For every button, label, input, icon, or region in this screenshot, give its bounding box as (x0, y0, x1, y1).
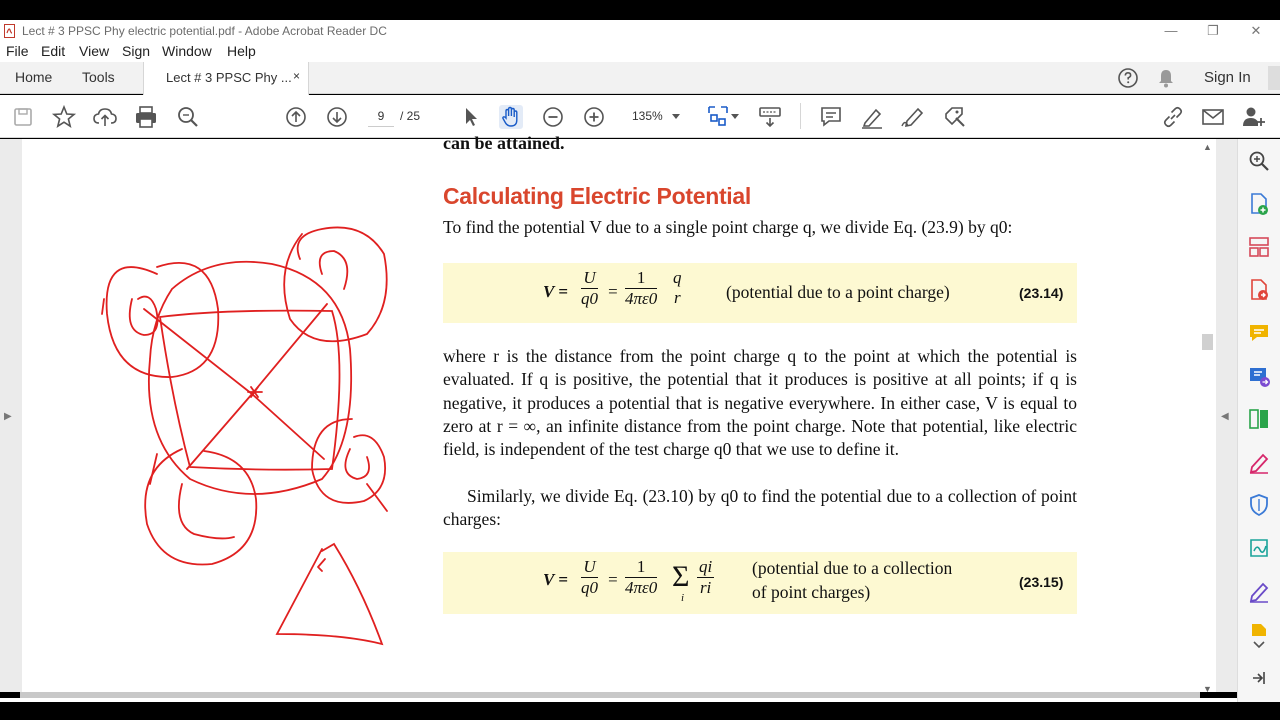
document-tab-label: Lect # 3 PPSC Phy ... (166, 70, 292, 85)
menu-view[interactable]: View (79, 43, 110, 59)
zoom-in-button[interactable] (581, 104, 607, 130)
help-icon[interactable] (1117, 67, 1139, 89)
menu-file[interactable]: File (6, 43, 29, 59)
more-tools-partial-button[interactable] (1247, 622, 1271, 636)
ink-tail-bottom-left (150, 454, 157, 484)
eq2-equals: = (607, 570, 619, 589)
next-page-button[interactable] (324, 104, 350, 130)
page-fit-icon (705, 104, 731, 130)
title-bar (0, 20, 1280, 42)
eq1-note: (potential due to a point charge) (726, 282, 950, 302)
eq1-denominator-q0: q0 (581, 289, 598, 308)
compare-files-button[interactable] (1247, 407, 1271, 431)
create-pdf-icon (1247, 192, 1271, 216)
plus-circle-icon (581, 104, 607, 130)
organize-pages-icon (1247, 235, 1271, 259)
vertical-scrollbar[interactable] (1199, 139, 1216, 692)
more-tools-chevron-icon[interactable] (1253, 641, 1265, 649)
save-button[interactable] (10, 104, 36, 130)
envelope-icon (1200, 104, 1226, 130)
ink-diagonal-2 (187, 304, 327, 469)
add-user-button[interactable] (1241, 104, 1267, 130)
bookmark-button[interactable] (51, 104, 77, 130)
eq1-fraction-q-r (671, 268, 684, 308)
ink-large-loop (149, 262, 351, 494)
highlight-button[interactable] (859, 104, 885, 130)
zoom-level-value: 135% (632, 109, 663, 123)
ink-circle-bottom-left (145, 449, 256, 565)
equation-23-14 (443, 263, 1077, 323)
ink-circle-top-left (107, 263, 219, 377)
scroll-up-icon[interactable]: ▲ (1203, 142, 1212, 152)
comment-button[interactable] (818, 104, 844, 130)
ink-square (160, 311, 340, 470)
pdf-file-icon (4, 24, 15, 38)
collection-paragraph: Similarly, we divide Eq. (23.10) by q0 to find the potential due to a collection of point charges: (443, 486, 1077, 530)
eq2-note-line2: of point charges) (752, 582, 871, 602)
eq1-denominator-r: r (673, 288, 681, 307)
equation-23-15 (443, 552, 1077, 614)
explanation-paragraph: where r is the distance from the point charge q to the point at which the potential is evaluated. If q is positive, the potential that it produces is positive at all points; if q is negative, it produces a potential that is negative everywhere. In either case, V is equal to zero at r = ∞, an infinite distance from the point charge. Note that potential, like electric field, is independent of the test charge q0 that we use to define it. (443, 346, 1077, 460)
ink-spiral-bottom-right (345, 449, 369, 479)
minus-circle-icon (540, 104, 566, 130)
comment-tool-button[interactable] (1247, 321, 1271, 345)
link-icon (1160, 104, 1186, 130)
search-tool-button[interactable] (1247, 149, 1271, 173)
printer-icon (133, 104, 159, 130)
eq2-fraction-constant (625, 557, 657, 598)
scroll-down-icon[interactable]: ▼ (1203, 684, 1212, 694)
ink-tail-top-left (102, 299, 104, 314)
menu-bar (0, 42, 1280, 62)
eq2-denominator-4pi-eps0: 4πε0 (625, 578, 658, 597)
zoom-level-select[interactable] (622, 105, 684, 127)
ink-circle-top-right (284, 227, 387, 341)
ink-charge-mark (248, 387, 262, 397)
window-title: Lect # 3 PPSC Phy electric potential.pdf - Adobe Acrobat Reader DC (22, 24, 387, 38)
share-link-button[interactable] (1160, 104, 1186, 130)
edit-stamp-icon (942, 104, 968, 130)
compare-icon (1247, 407, 1271, 431)
send-comments-icon (1247, 364, 1271, 388)
ink-spiral-bottom-left (179, 484, 234, 538)
eq1-equals: = (607, 282, 619, 301)
eq2-sigma: Σ (672, 560, 690, 593)
shield-icon (1247, 493, 1271, 517)
scrollbar-thumb[interactable] (1202, 334, 1213, 350)
create-pdf-button[interactable] (1247, 192, 1271, 216)
export-pdf-button[interactable] (1247, 278, 1271, 302)
print-button[interactable] (133, 104, 159, 130)
cut-off-line: can be attained. (443, 133, 565, 153)
fill-sign-button[interactable] (942, 104, 968, 130)
eq2-sum-index: i (681, 592, 685, 604)
eq2-denominator-q0: q0 (581, 578, 598, 597)
chevron-down-icon (672, 114, 680, 119)
sign-button[interactable] (900, 104, 926, 130)
restore-button[interactable]: ❐ (1207, 23, 1219, 38)
edit-pdf-button[interactable] (1247, 579, 1271, 603)
collapse-panel-icon[interactable] (1252, 671, 1266, 685)
right-panel-collapse-icon[interactable]: ◀ (1221, 411, 1229, 422)
eq2-number: (23.15) (1019, 574, 1064, 590)
ink-circle-bottom-right (312, 419, 385, 503)
eq2-numerator-qi: qi (699, 557, 713, 576)
ink-spiral-top-left (130, 297, 158, 335)
eq2-lhs: V = (543, 570, 568, 589)
star-icon (51, 104, 77, 130)
sign-in-button[interactable]: Sign In (1204, 69, 1251, 86)
save-icon (10, 104, 36, 130)
main-toolbar (0, 95, 1280, 138)
eq2-numerator-u: U (581, 557, 598, 578)
tab-document[interactable] (143, 62, 309, 95)
tab-home[interactable]: Home (15, 69, 53, 85)
eq1-numerator-q: q (673, 268, 682, 287)
eq1-numerator-u: U (581, 268, 598, 289)
signature-pen-icon (900, 104, 926, 130)
ink-triangle (277, 544, 382, 644)
protect-button[interactable] (1247, 493, 1271, 517)
page-display-button[interactable] (705, 104, 731, 130)
eq2-denominator-ri: ri (699, 578, 712, 597)
header-scrollbar[interactable] (1268, 66, 1280, 90)
select-tool-button[interactable] (458, 104, 484, 130)
status-strip (0, 698, 1237, 702)
organize-pages-button[interactable] (1247, 235, 1271, 259)
left-panel-toggle-icon[interactable]: ▶ (4, 411, 12, 422)
eq1-numerator-one: 1 (625, 268, 657, 289)
scroll-mode-button[interactable] (757, 104, 783, 130)
eq2-numerator-one: 1 (625, 557, 657, 578)
eq1-denominator-4pi-eps0: 4πε0 (625, 289, 658, 308)
eq1-number: (23.14) (1019, 285, 1064, 301)
send-sign-button[interactable] (1247, 536, 1271, 560)
keyboard-scroll-icon (757, 104, 783, 130)
previous-page-button[interactable] (283, 104, 309, 130)
page-display-dropdown-icon[interactable] (731, 114, 739, 119)
document-viewport[interactable] (0, 133, 1237, 694)
eq1-lhs: V = (543, 282, 568, 301)
page-total: / 25 (400, 109, 421, 123)
highlighter-pen-icon (859, 104, 885, 130)
ink-diagonal-1 (144, 309, 324, 459)
section-heading: Calculating Electric Potential (443, 183, 751, 209)
eq1-fraction-u-q0 (581, 268, 598, 309)
ink-pen-tip (318, 559, 325, 571)
ink-tail-bottom-right (367, 484, 387, 511)
menu-window[interactable]: Window (162, 43, 212, 59)
email-button[interactable] (1200, 104, 1226, 130)
export-pdf-icon (1247, 278, 1271, 302)
menu-sign[interactable]: Sign (122, 43, 151, 59)
zoom-search-icon (1247, 149, 1271, 173)
tab-tools[interactable]: Tools (82, 69, 115, 85)
comment-icon (818, 104, 844, 130)
cursor-arrow-icon (458, 104, 484, 130)
right-tools-panel (1237, 139, 1280, 702)
tab-bar (0, 62, 1280, 94)
stamp-icon (1247, 622, 1271, 636)
hand-tool-button[interactable] (498, 104, 524, 130)
pen-sign-icon (1247, 450, 1271, 474)
zoom-out-button[interactable] (540, 104, 566, 130)
upload-button[interactable] (92, 104, 118, 130)
page-number-input[interactable]: 9 (368, 105, 394, 127)
menu-help[interactable]: Help (227, 43, 256, 59)
send-signature-icon (1247, 536, 1271, 560)
add-user-icon (1241, 104, 1267, 130)
toolbar-divider (800, 103, 801, 129)
arrow-down-circle-icon (324, 104, 350, 130)
edit-pen-icon (1247, 579, 1271, 603)
arrow-up-circle-icon (283, 104, 309, 130)
menu-edit[interactable]: Edit (41, 43, 66, 59)
close-tab-button[interactable]: × (293, 69, 301, 83)
search-button[interactable] (175, 104, 201, 130)
close-window-button[interactable]: ✕ (1250, 23, 1262, 38)
search-icon (175, 104, 201, 130)
minimize-button[interactable]: — (1164, 23, 1178, 38)
notification-bell-icon[interactable] (1157, 68, 1175, 88)
eq2-note-line1: (potential due to a collection (752, 558, 953, 578)
pdf-page (22, 133, 1199, 692)
hand-icon (498, 104, 524, 130)
eq2-fraction-qi-ri (697, 557, 714, 598)
eq2-fraction-u-q0 (581, 557, 598, 598)
fill-and-sign-button[interactable] (1247, 450, 1271, 474)
ink-spiral-top-right (320, 251, 348, 289)
intro-paragraph: To find the potential V due to a single point charge q, we divide Eq. (23.9) by q0: (443, 217, 1013, 237)
eq1-fraction-constant (625, 268, 657, 309)
cloud-upload-icon (92, 104, 118, 130)
send-for-comments-button[interactable] (1247, 364, 1271, 388)
comment-bubble-icon (1247, 321, 1271, 345)
